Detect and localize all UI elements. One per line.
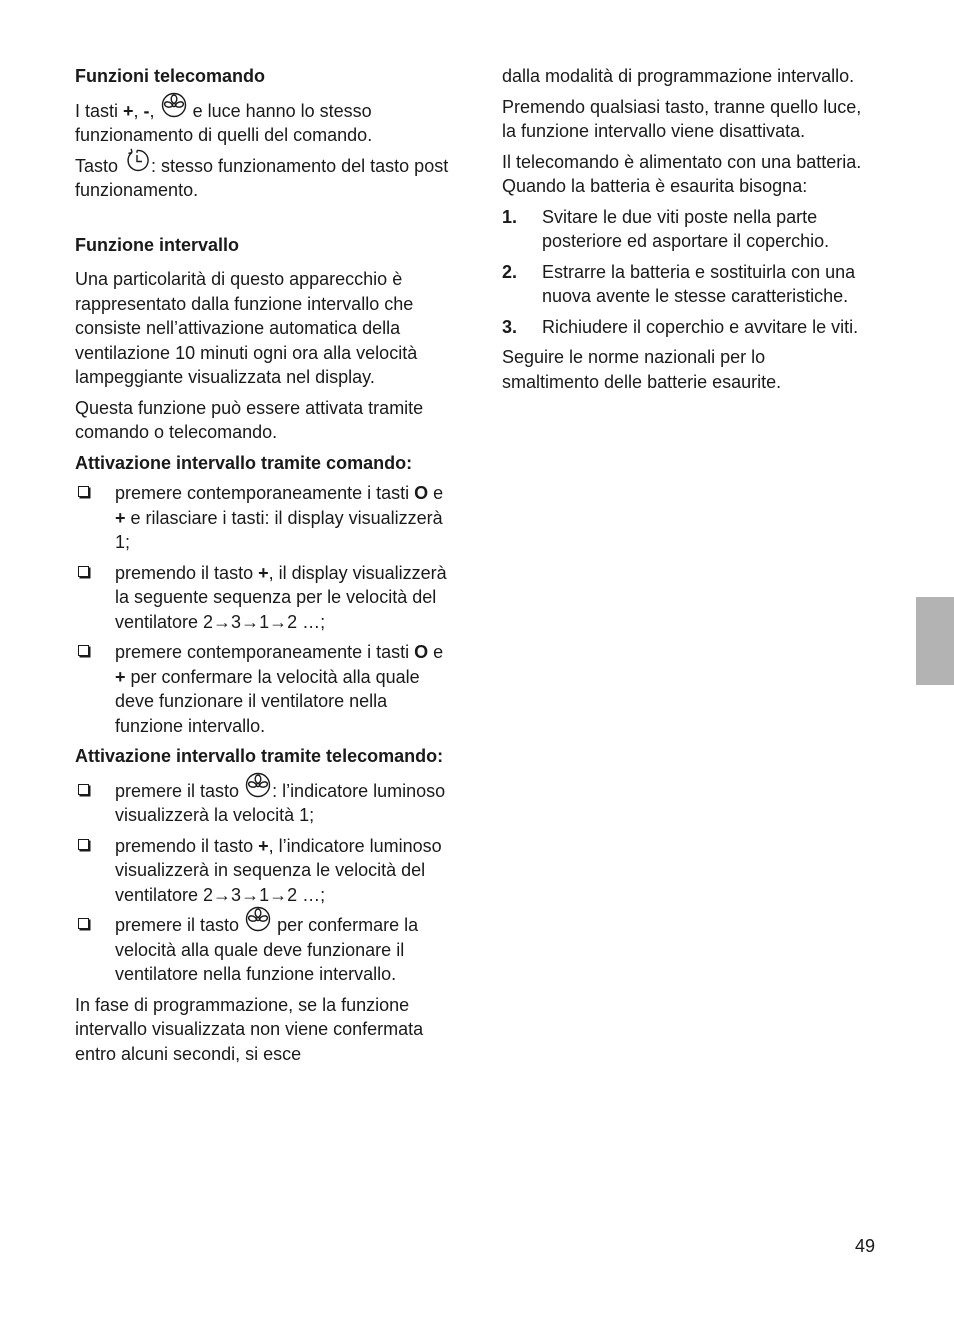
text-span: premendo il tasto: [115, 562, 259, 583]
list-item: [75, 481, 453, 555]
plus-key: +: [123, 100, 134, 121]
list-item: [75, 913, 453, 987]
plus-key: +: [115, 507, 126, 528]
list-item: [75, 640, 453, 738]
step-text: Richiudere il coperchio e avvitare le viti.: [542, 316, 859, 337]
text-span: per confermare la velocità alla quale deve funzionare il ventilatore nella funzione intervallo.: [115, 666, 420, 736]
list-item: [502, 205, 866, 254]
list-item: [502, 260, 866, 309]
text-span: : l’indicatore luminoso visualizzerà la velocità 1;: [115, 780, 446, 825]
step-text: Estrarre la batteria e sostituirla con una nuova avente le stesse caratteristiche.: [542, 261, 856, 306]
text-span: premere il tasto: [115, 915, 245, 935]
fan-icon: [244, 771, 272, 799]
checkbox-square-icon: [78, 918, 89, 929]
list-item: [75, 779, 453, 828]
list-item: [502, 315, 866, 340]
text-span: premere contemporaneamente i tasti: [115, 642, 415, 662]
text-span: e luce hanno lo stesso funzionamento di quelli del comando.: [75, 100, 373, 145]
text-span: ,: [149, 100, 160, 121]
checkbox-square-icon: [78, 566, 89, 577]
text-span: ,: [133, 100, 144, 121]
text-span: e: [428, 642, 444, 662]
right-column: [502, 64, 866, 400]
deactivation-paragraph: Premendo qualsiasi tasto, tranne quello luce, la funzione intervallo viene disattivata.: [502, 96, 862, 141]
text-span: I tasti: [75, 100, 124, 121]
remote-keys-paragraph: [75, 99, 453, 148]
text-span: premere il tasto: [115, 780, 245, 801]
timer-key-paragraph: [75, 154, 453, 203]
plus-key: +: [115, 666, 126, 687]
step-text: Svitare le due viti poste nella parte posteriore ed asportare il coperchio.: [542, 206, 830, 251]
list-item: [75, 561, 453, 635]
text-span: premere contemporaneamente i tasti: [115, 483, 415, 503]
text-span: per confermare la velocità alla quale deve funzionare il ventilatore nella funzione intervallo.: [115, 915, 419, 984]
o-key: O: [414, 642, 429, 662]
page-number: 49: [855, 1236, 876, 1256]
disposal-paragraph: Seguire le norme nazionali per lo smaltimento delle batterie esaurite.: [502, 347, 782, 392]
text-span: , l’indicatore luminoso visualizzerà in sequenza le velocità del ventilatore 2→3→1→2 …;: [115, 835, 442, 905]
timer-clock-icon: [123, 146, 151, 174]
step-number: 3.: [502, 316, 518, 337]
checkbox-square-icon: [78, 645, 89, 656]
checkbox-square-icon: [78, 486, 89, 497]
text-span: premendo il tasto: [115, 835, 259, 856]
text-span: e rilasciare i tasti: il display visualizzerà 1;: [115, 507, 443, 552]
minus-key: -: [143, 100, 150, 121]
programming-exit-paragraph: dalla modalità di programmazione intervallo.: [502, 66, 855, 86]
chapter-side-tab: [916, 597, 954, 685]
interval-activation-note: Questa funzione può essere attivata tramite comando o telecomando.: [75, 397, 424, 442]
programming-timeout-paragraph: In fase di programmazione, se la funzione intervallo visualizzata non viene confermata entro alcuni secondi, si esce: [75, 994, 424, 1064]
text-span: Tasto: [75, 155, 124, 176]
step-number: 1.: [502, 206, 518, 227]
activation-by-control-heading: Attivazione intervallo tramite comando:: [75, 452, 413, 473]
plus-key: +: [258, 835, 269, 856]
checkbox-square-icon: [78, 784, 89, 795]
battery-paragraph: Il telecomando è alimentato con una batteria. Quando la batteria è esaurita bisogna:: [502, 151, 862, 196]
step-number: 2.: [502, 261, 518, 282]
text-span: : stesso funzionamento del tasto post funzionamento.: [75, 155, 449, 200]
activation-by-remote-list: [75, 779, 453, 987]
battery-steps-list: [502, 205, 866, 340]
checkbox-square-icon: [78, 839, 89, 850]
fan-icon: [160, 91, 188, 119]
remote-functions-heading: Funzioni telecomando: [75, 66, 266, 86]
fan-icon: [244, 905, 272, 933]
left-column: [75, 64, 453, 1072]
interval-function-heading: Funzione intervallo: [75, 234, 240, 255]
text-span: e: [428, 483, 444, 503]
activation-by-control-list: [75, 481, 453, 738]
text-span: , il display visualizzerà la seguente sequenza per le velocità del ventilatore 2→3→1→2 …;: [115, 562, 447, 632]
interval-description: Una particolarità di questo apparecchio è rappresentato dalla funzione intervallo che consiste nell’attivazione automatica della ventilazione 10 minuti ogni ora alla velocità lampeggiante visualizzata nel display.: [75, 269, 418, 387]
activation-by-remote-heading: Attivazione intervallo tramite telecomando:: [75, 746, 444, 766]
list-item: [75, 834, 453, 908]
o-key: O: [414, 483, 429, 503]
plus-key: +: [258, 562, 269, 583]
